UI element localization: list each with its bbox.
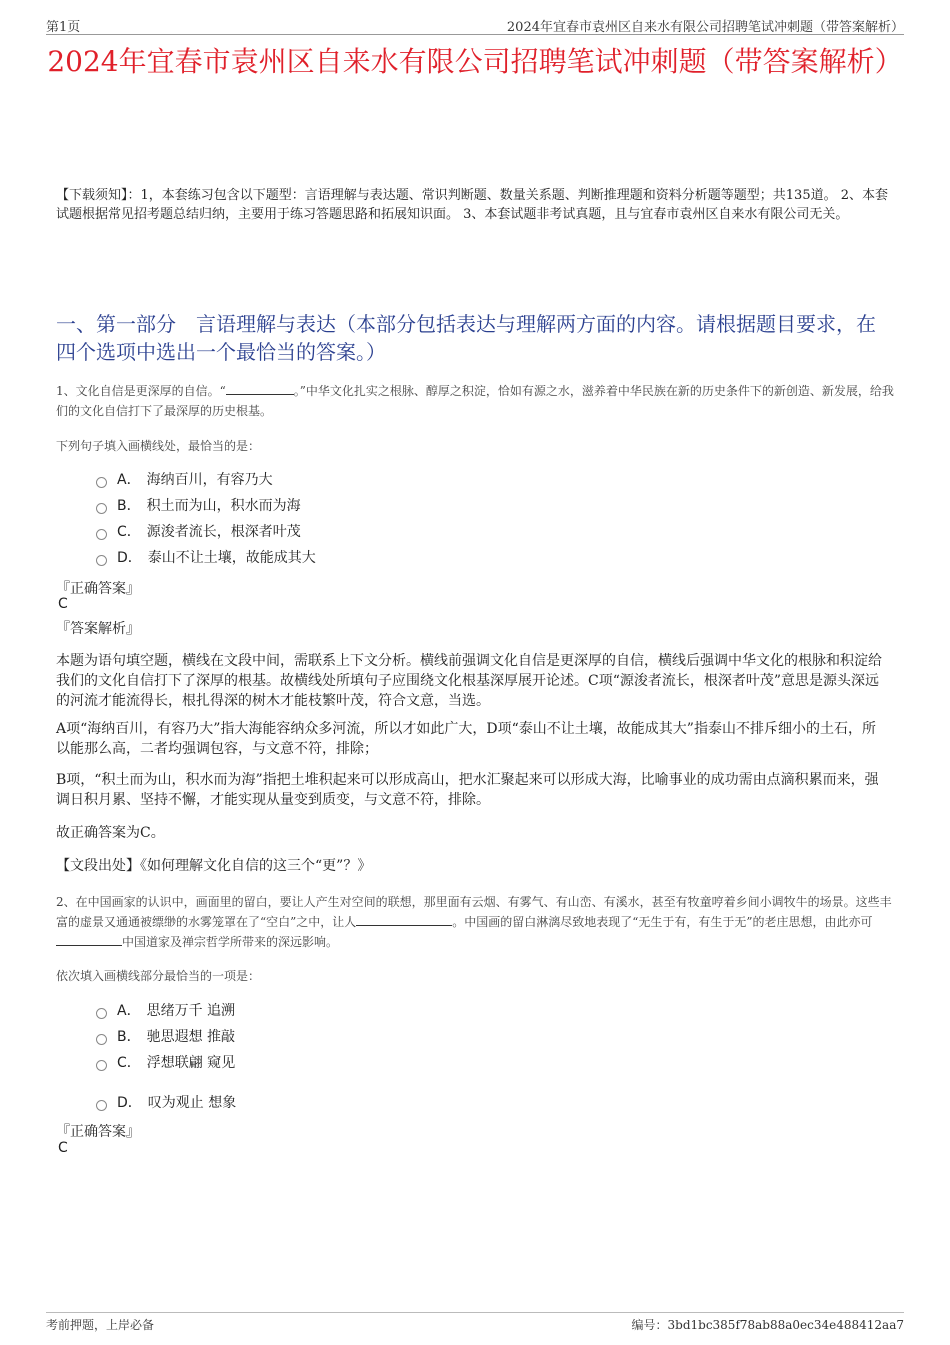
correct-answer: C (58, 1140, 68, 1156)
analysis-conclusion: 故正确答案为C。 (56, 825, 165, 841)
question-2-options (96, 998, 236, 1116)
option-b[interactable] (96, 1024, 236, 1050)
q1-text-after: 。”中华文化扎实之根脉、醇厚之积淀，恰如有源之水，滋养着中华民族在新的历史条件下的新创造、新发展，给我们的文化自信打下了最深厚的历史根基。 (56, 384, 894, 418)
page-footer (46, 1312, 904, 1332)
question-1-prompt: 下列句子填入画横线处，最恰当的是： (56, 439, 261, 453)
footer-serial: 编号：3bd1bc385f78ab88a0ec34e488412aa7 (631, 1318, 904, 1332)
question-2-prompt: 依次填入画横线部分最恰当的一项是： (56, 969, 261, 983)
option-letter: C． (117, 1055, 141, 1071)
option-letter: B． (117, 1029, 141, 1045)
fill-blank (56, 933, 122, 946)
answer-label: 『正确答案』 (56, 1124, 140, 1140)
option-text: 积土而为山，积水而为海 (146, 498, 301, 514)
header-doc-title: 2024年宜春市袁州区自来水有限公司招聘笔试冲刺题（带答案解析） (506, 20, 904, 35)
radio-icon[interactable] (96, 555, 107, 566)
fill-blank (226, 382, 294, 395)
option-a[interactable] (96, 998, 236, 1024)
analysis-paragraph: 本题为语句填空题，横线在文段中间，需联系上下文分析。横线前强调文化自信是更深厚的自信，横线后强调中华文化的根脉和积淀给我们的文化自信打下了深厚的根基。故横线处所填句子应围绕文化根基深厚展开论述。C项“源浚者流长，根深者叶茂”意思是源头深远的河流才能流得长，根扎得深的树木才能枝繁叶茂，符合文意，当选。 (56, 653, 882, 709)
radio-icon[interactable] (96, 1100, 107, 1111)
option-d[interactable] (96, 1090, 236, 1116)
radio-icon[interactable] (96, 1034, 107, 1045)
question-2-stem (56, 892, 894, 952)
radio-icon[interactable] (96, 1060, 107, 1071)
analysis-paragraph: B项，“积土而为山，积水而为海”指把土堆积起来可以形成高山，把水汇聚起来可以形成大海，比喻事业的成功需由点滴积累而来，强调日积月累、坚持不懈，才能实现从量变到质变，与文意不符，排除。 (56, 772, 879, 808)
radio-icon[interactable] (96, 503, 107, 514)
q2-text-2: 。中国画的留白淋漓尽致地表现了“无生于有，有生于无”的老庄思想，由此亦可 (452, 915, 873, 929)
analysis-label: 『答案解析』 (56, 621, 140, 637)
analysis-paragraph: A项“海纳百川，有容乃大”指大海能容纳众多河流，所以才如此广大，D项“泰山不让土壤，故能成其大”指泰山不排斥细小的土石，所以能那么高，二者均强调包容，与文意不符，排除； (56, 721, 876, 757)
option-c[interactable] (96, 519, 316, 545)
option-text: 源浚者流长，根深者叶茂 (146, 524, 301, 540)
page-header (46, 14, 904, 35)
option-text: 驰思遐想 推敲 (146, 1029, 236, 1045)
radio-icon[interactable] (96, 1008, 107, 1019)
option-text: 泰山不让土壤，故能成其大 (147, 550, 316, 566)
q2-text-1: 2、在中国画家的认识中，画面里的留白，要让人产生对空间的联想，那里面有云烟、有雾气、有山峦、有溪水，甚至有牧童哼着乡间小调牧牛的场景。这些丰富的虚景又通通被缥缈的水雾笼罩在了“空白”之中，让人 (56, 895, 892, 929)
document-title: 2024年宜春市袁州区自来水有限公司招聘笔试冲刺题（带答案解析） (47, 45, 903, 78)
option-text: 思绪万千 追溯 (146, 1003, 236, 1019)
section-heading: 一、第一部分 言语理解与表达（本部分包括表达与理解两方面的内容。请根据题目要求，在四个选项中选出一个最恰当的答案。） (56, 312, 876, 364)
answer-label: 『正确答案』 (56, 581, 140, 597)
option-c[interactable] (96, 1050, 236, 1076)
correct-answer: C (58, 596, 68, 612)
fill-blank (356, 913, 452, 926)
option-text: 浮想联翩 窥见 (146, 1055, 236, 1071)
option-letter: C． (117, 524, 141, 540)
source-citation: 【文段出处】《如何理解文化自信的这三个“更”？》 (56, 858, 372, 874)
page-number: 第1页 (46, 20, 81, 35)
option-letter: D． (117, 1095, 142, 1111)
radio-icon[interactable] (96, 477, 107, 488)
q1-text-before: 1、文化自信是更深厚的自信。“ (56, 384, 226, 398)
question-1-stem (56, 381, 894, 421)
option-letter: B． (117, 498, 141, 514)
download-notice: 【下载须知】：1，本套练习包含以下题型：言语理解与表达题、常识判断题、数量关系题、判断推理题和资料分析题等题型；共135道。 2、本套试题根据常见招考题总结归纳，主要用于练习答题思路和拓展知识面。 3、本套试题非考试真题，且与宜春市袁州区自来水有限公司无关。 (56, 188, 888, 222)
option-b[interactable] (96, 493, 316, 519)
option-letter: A． (117, 1003, 141, 1019)
footer-slogan: 考前押题，上岸必备 (46, 1318, 155, 1332)
option-text: 海纳百川，有容乃大 (146, 472, 273, 488)
option-letter: D． (117, 550, 142, 566)
question-1-options (96, 467, 316, 571)
option-text: 叹为观止 想象 (147, 1095, 237, 1111)
option-letter: A． (117, 472, 141, 488)
option-a[interactable] (96, 467, 316, 493)
q2-text-3: 中国道家及禅宗哲学所带来的深远影响。 (122, 935, 339, 949)
radio-icon[interactable] (96, 529, 107, 540)
option-d[interactable] (96, 545, 316, 571)
